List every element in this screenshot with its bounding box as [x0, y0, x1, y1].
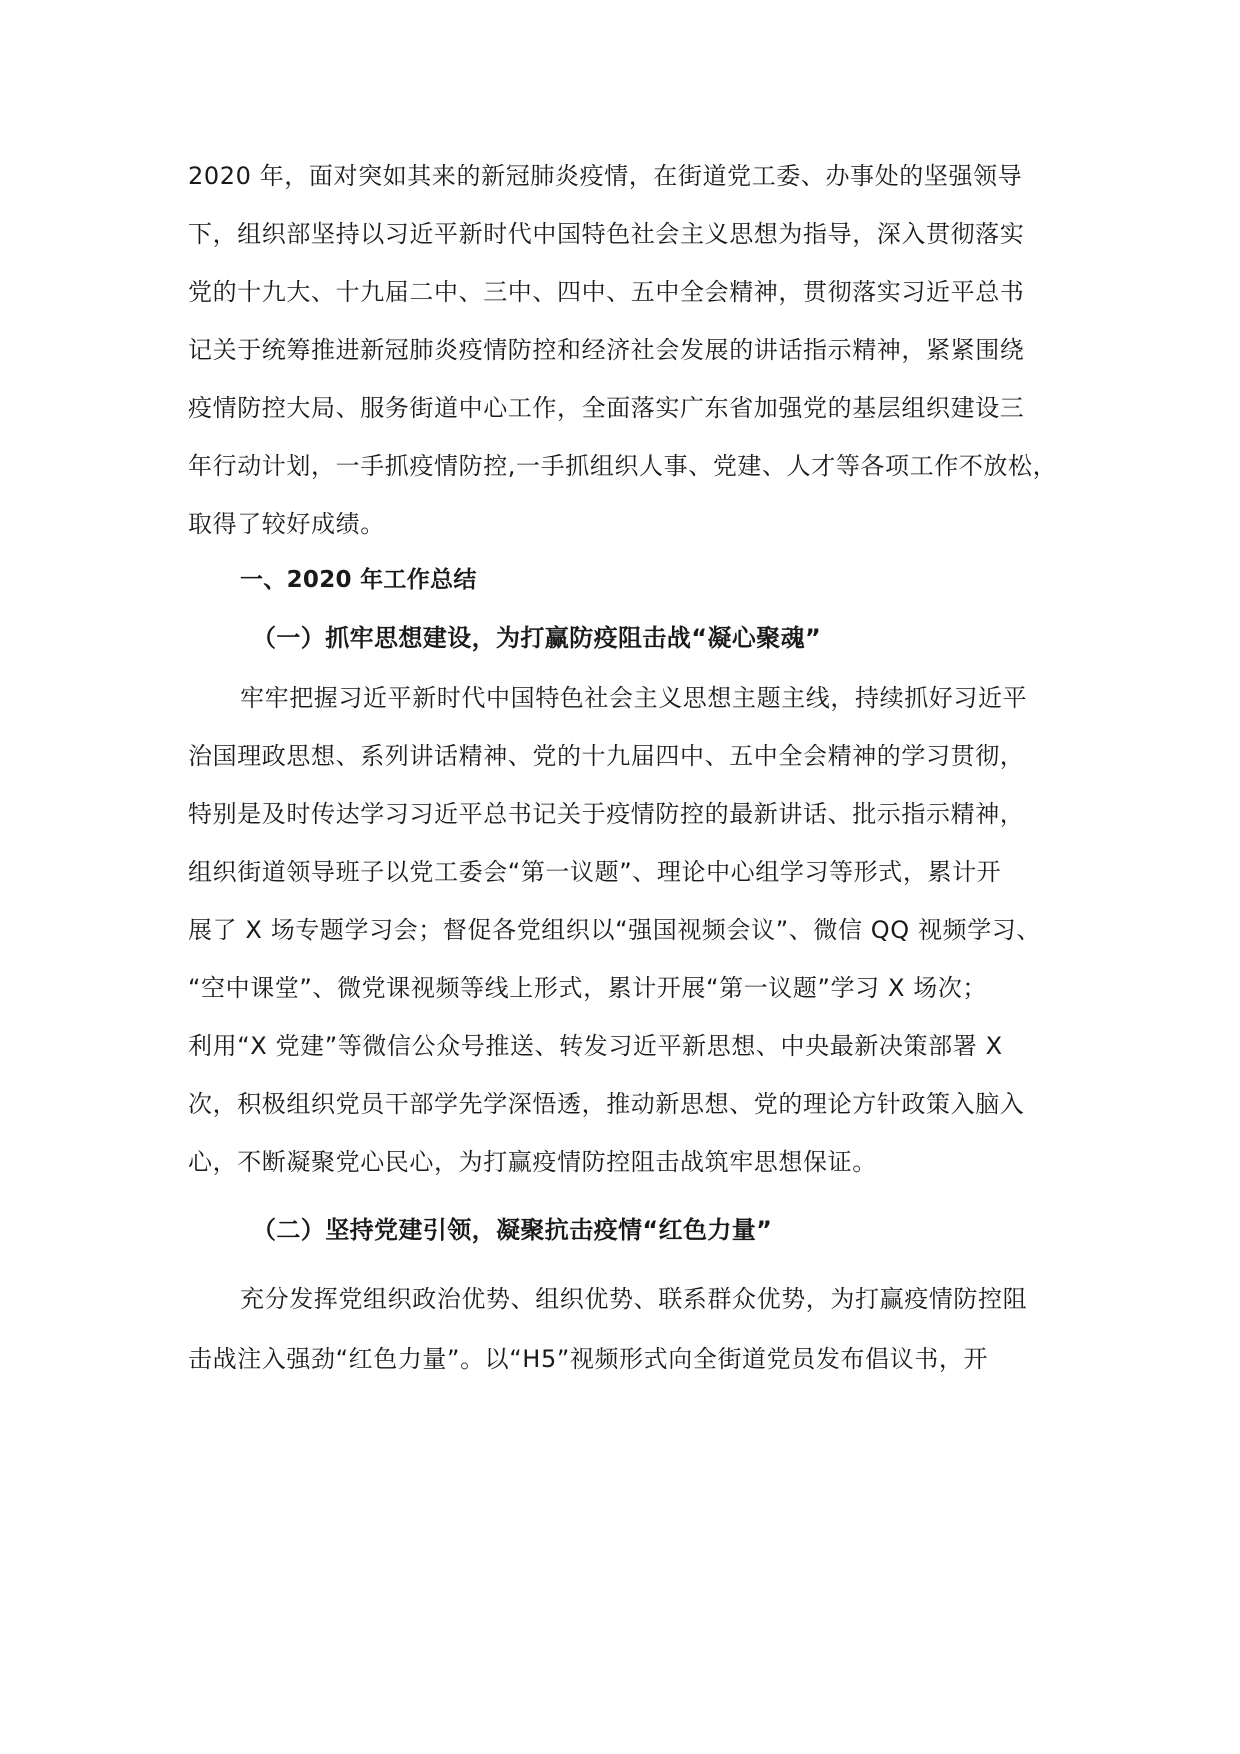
- section-1-line-6: “空中课堂”、微党课视频等线上形式，累计开展“第一议题”学习 X 场次；: [188, 974, 988, 1002]
- section-1-line-5: 展了 X 场专题学习会；督促各党组织以“强国视频会议”、微信 QQ 视频学习、: [188, 916, 1042, 944]
- section-2-line-1: 充分发挥党组织政治优势、组织优势、联系群众优势，为打赢疫情防控阻: [240, 1285, 1028, 1313]
- intro-line-5: 疫情防控大局、服务街道中心工作，全面落实广东省加强党的基层组织建设三: [188, 394, 1025, 422]
- section-2-heading: （二）坚持党建引领，凝聚抗击疫情“红色力量”: [252, 1216, 773, 1244]
- section-1-heading: （一）抓牢思想建设，为打赢防疫阻击战“凝心聚魂”: [252, 624, 822, 652]
- intro-line-1: 2020 年，面对突如其来的新冠肺炎疫情，在街道党工委、办事处的坚强领导: [188, 162, 1023, 190]
- intro-line-4: 记关于统筹推进新冠肺炎疫情防控和经济社会发展的讲话指示精神，紧紧围绕: [188, 336, 1025, 364]
- intro-line-6: 年行动计划，一手抓疫情防控,一手抓组织人事、党建、人才等各项工作不放松，: [188, 452, 1058, 480]
- intro-line-7: 取得了较好成绩。: [188, 510, 385, 538]
- section-1-line-3: 特别是及时传达学习习近平总书记关于疫情防控的最新讲话、批示指示精神，: [188, 800, 1025, 828]
- section-1-line-4: 组织街道领导班子以党工委会“第一议题”、理论中心组学习等形式，累计开: [188, 858, 1002, 886]
- heading-work-summary: 一、2020 年工作总结: [240, 567, 477, 593]
- section-1-line-9: 心，不断凝聚党心民心，为打赢疫情防控阻击战筑牢思想保证。: [188, 1148, 877, 1176]
- intro-line-2: 下，组织部坚持以习近平新时代中国特色社会主义思想为指导，深入贯彻落实: [188, 220, 1025, 248]
- intro-line-3: 党的十九大、十九届二中、三中、四中、五中全会精神，贯彻落实习近平总书: [188, 278, 1025, 306]
- section-1-line-1: 牢牢把握习近平新时代中国特色社会主义思想主题主线，持续抓好习近平: [240, 684, 1028, 712]
- section-1-line-8: 次，积极组织党员干部学先学深悟透，推动新思想、党的理论方针政策入脑入: [188, 1090, 1025, 1118]
- section-1-line-2: 治国理政思想、系列讲话精神、党的十九届四中、五中全会精神的学习贯彻，: [188, 742, 1025, 770]
- section-2-line-2: 击战注入强劲“红色力量”。以“H5”视频形式向全街道党员发布倡议书，开: [188, 1345, 989, 1373]
- section-1-line-7: 利用“X 党建”等微信公众号推送、转发习近平新思想、中央最新决策部署 X: [188, 1032, 1003, 1060]
